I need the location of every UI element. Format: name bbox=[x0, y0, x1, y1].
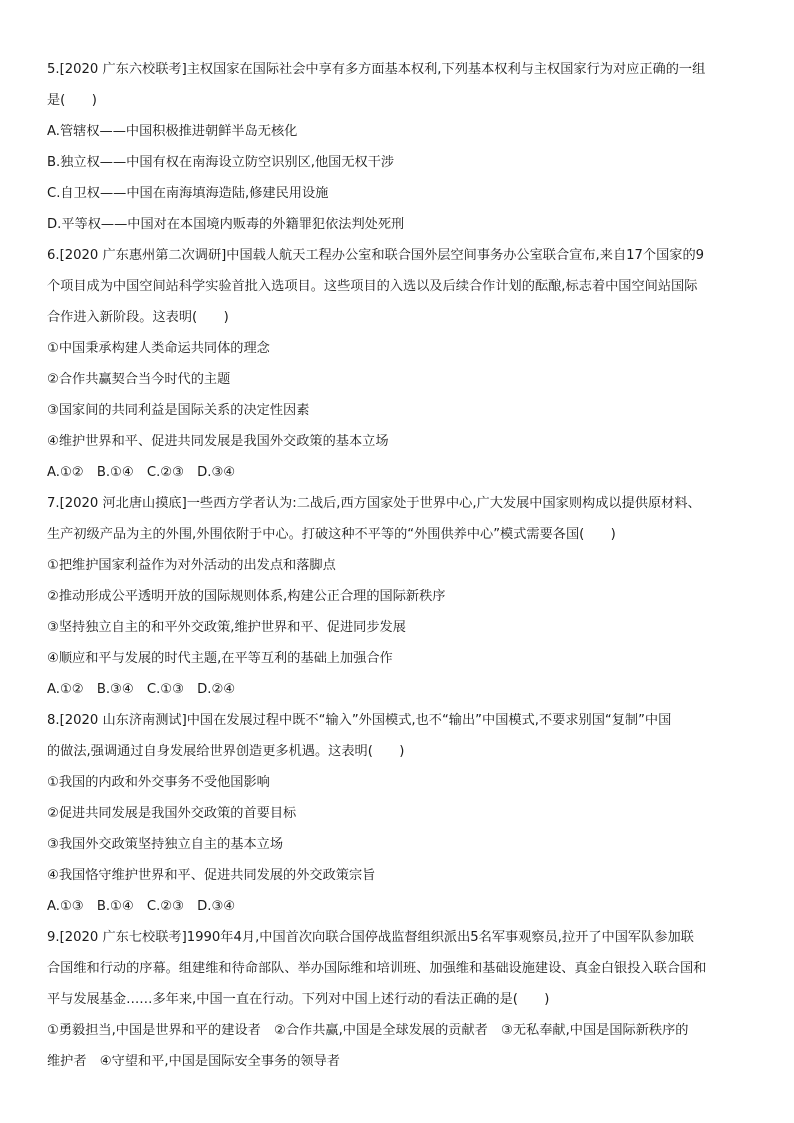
question-stem-line: 个项目成为中国空间站科学实验首批入选项目。这些项目的入选以及后续合作计划的酝酿,标志着中国空间站国际 bbox=[47, 279, 698, 294]
question-stem-line: 5.[2020 广东六校联考]主权国家在国际社会中享有多方面基本权利,下列基本权利与主权国家行为对应正确的一组 bbox=[47, 62, 706, 77]
statement-option: ①我国的内政和外交事务不受他国影响 bbox=[47, 775, 270, 790]
statement-option: 维护者 ④守望和平,中国是国际安全事务的领导者 bbox=[47, 1054, 340, 1069]
question-stem-line: 是( ) bbox=[47, 93, 97, 108]
answer-option: B.独立权——中国有权在南海设立防空识别区,他国无权干涉 bbox=[47, 155, 395, 170]
statement-option: ①把维护国家利益作为对外活动的出发点和落脚点 bbox=[47, 558, 336, 573]
question-stem-line: 平与发展基金……多年来,中国一直在行动。下列对中国上述行动的看法正确的是( ) bbox=[47, 992, 550, 1007]
question-7 bbox=[47, 488, 754, 705]
statement-option: ①勇毅担当,中国是世界和平的建设者 ②合作共赢,中国是全球发展的贡献者 ③无私奉献,中国是国际新秩序的 bbox=[47, 1023, 689, 1038]
statement-option: ③国家间的共同利益是国际关系的决定性因素 bbox=[47, 403, 310, 418]
statement-option: ②推动形成公平透明开放的国际规则体系,构建公正合理的国际新秩序 bbox=[47, 589, 446, 604]
statement-option: ④维护世界和平、促进共同发展是我国外交政策的基本立场 bbox=[47, 434, 389, 449]
question-5 bbox=[47, 54, 754, 240]
answer-choices: A.①② B.①④ C.②③ D.③④ bbox=[47, 465, 236, 480]
statement-option: ④我国恪守维护世界和平、促进共同发展的外交政策宗旨 bbox=[47, 868, 376, 883]
statement-option: ③我国外交政策坚持独立自主的基本立场 bbox=[47, 837, 284, 852]
question-9 bbox=[47, 922, 754, 1077]
statement-option: ③坚持独立自主的和平外交政策,维护世界和平、促进同步发展 bbox=[47, 620, 406, 635]
question-stem-line: 生产初级产品为主的外围,外围依附于中心。打破这种不平等的“外围供养中心”模式需要各国( ) bbox=[47, 527, 616, 542]
answer-option: C.自卫权——中国在南海填海造陆,修建民用设施 bbox=[47, 186, 329, 201]
question-6 bbox=[47, 240, 754, 488]
question-stem-line: 的做法,强调通过自身发展给世界创造更多机遇。这表明( ) bbox=[47, 744, 405, 759]
question-stem-line: 8.[2020 山东济南测试]中国在发展过程中既不“输入”外国模式,也不“输出”中国模式,不要求别国“复制”中国 bbox=[47, 713, 672, 728]
statement-option: ②合作共赢契合当今时代的主题 bbox=[47, 372, 231, 387]
question-stem-line: 合国维和行动的序幕。组建维和待命部队、举办国际维和培训班、加强维和基础设施建设、真金白银投入联合国和 bbox=[47, 961, 707, 976]
answer-choices: A.①③ B.①④ C.②③ D.③④ bbox=[47, 899, 236, 914]
question-8 bbox=[47, 705, 754, 922]
answer-option: D.平等权——中国对在本国境内贩毒的外籍罪犯依法判处死刑 bbox=[47, 217, 405, 232]
answer-option: A.管辖权——中国积极推进朝鲜半岛无核化 bbox=[47, 124, 298, 139]
question-stem-line: 9.[2020 广东七校联考]1990年4月,中国首次向联合国停战监督组织派出5名军事观察员,拉开了中国军队参加联 bbox=[47, 930, 694, 945]
question-stem-line: 合作进入新阶段。这表明( ) bbox=[47, 310, 229, 325]
question-stem-line: 6.[2020 广东惠州第二次调研]中国载人航天工程办公室和联合国外层空间事务办公室联合宣布,来自17个国家的9 bbox=[47, 248, 705, 263]
statement-option: ④顺应和平与发展的时代主题,在平等互利的基础上加强合作 bbox=[47, 651, 393, 666]
statement-option: ①中国秉承构建人类命运共同体的理念 bbox=[47, 341, 270, 356]
answer-choices: A.①② B.③④ C.①③ D.②④ bbox=[47, 682, 236, 697]
statement-option: ②促进共同发展是我国外交政策的首要目标 bbox=[47, 806, 297, 821]
question-stem-line: 7.[2020 河北唐山摸底]一些西方学者认为:二战后,西方国家处于世界中心,广大发展中国家则构成以提供原材料、 bbox=[47, 496, 701, 511]
